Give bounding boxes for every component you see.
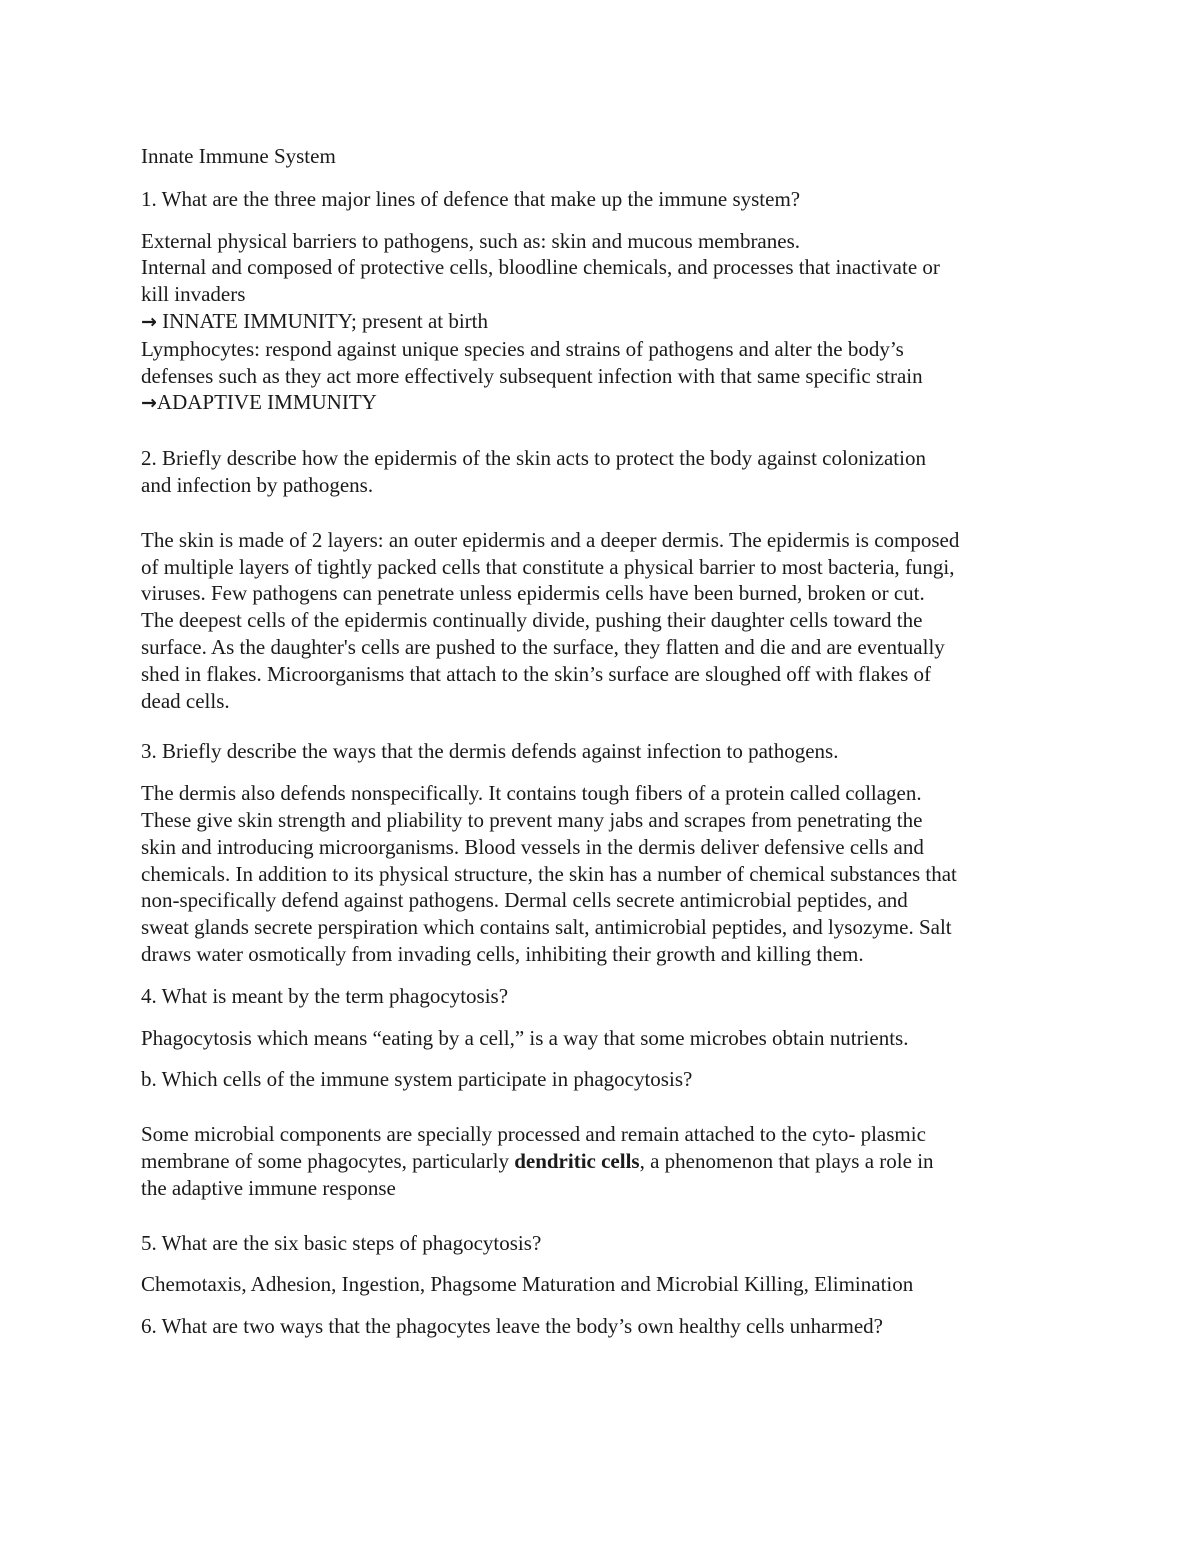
document-title: Innate Immune System	[141, 144, 336, 168]
answer-line: surface. As the daughter's cells are pushed to the surface, they flatten and die and are eventually	[141, 634, 945, 659]
answer-line: viruses. Few pathogens can penetrate unless epidermis cells have been burned, broken or cut.	[141, 581, 925, 606]
answer-line: The skin is made of 2 layers: an outer epidermis and a deeper dermis. The epidermis is composed	[141, 527, 960, 552]
answer-line: draws water osmotically from invading cells, inhibiting their growth and killing them.	[141, 941, 864, 966]
answer-line: the adaptive immune response	[141, 1175, 396, 1200]
answer-line: shed in flakes. Microorganisms that attach to the skin’s surface are sloughed off with flakes of	[141, 661, 932, 686]
answer-line: of multiple layers of tightly packed cells that constitute a physical barrier to most bacteria, fungi,	[141, 554, 955, 579]
answer-5: Chemotaxis, Adhesion, Ingestion, Phagsome Maturation and Microbial Killing, Elimination	[141, 1272, 914, 1297]
answer-1	[141, 228, 1071, 418]
innate-immunity-line	[141, 308, 1071, 336]
answer-line: Internal and composed of protective cells, bloodline chemicals, and processes that inactivate or	[141, 255, 940, 280]
answer-4: Phagocytosis which means “eating by a cell,” is a way that some microbes obtain nutrients.	[141, 1025, 909, 1050]
answer-text: , a phenomenon that plays a role in	[639, 1148, 934, 1173]
answer-line: skin and introducing microorganisms. Blood vessels in the dermis deliver defensive cells and	[141, 834, 924, 859]
question-6: 6. What are two ways that the phagocytes leave the body’s own healthy cells unharmed?	[141, 1314, 883, 1339]
question-1: 1. What are the three major lines of defence that make up the immune system?	[141, 186, 801, 211]
answer-line: The dermis also defends nonspecifically. It contains tough fibers of a protein called collagen.	[141, 781, 922, 806]
answer-line: These give skin strength and pliability to prevent many jabs and scrapes from penetrating the	[141, 807, 923, 832]
question-4: 4. What is meant by the term phagocytosis?	[141, 983, 509, 1008]
adaptive-immunity-line	[141, 389, 1071, 417]
question-5: 5. What are the six basic steps of phagocytosis?	[141, 1230, 542, 1255]
question-3: 3. Briefly describe the ways that the dermis defends against infection to pathogens.	[141, 739, 839, 764]
answer-line: defenses such as they act more effectively subsequent infection with that same specific strain	[141, 363, 923, 388]
document-body	[141, 143, 1071, 1340]
question-4b: b. Which cells of the immune system participate in phagocytosis?	[141, 1067, 693, 1092]
right-arrow-icon: →	[141, 310, 157, 333]
question-line: 2. Briefly describe how the epidermis of the skin acts to protect the body against colonization	[141, 446, 926, 471]
answer-line: dead cells.	[141, 688, 230, 713]
answer-text: membrane of some phagocytes, particularly	[141, 1148, 515, 1173]
answer-3	[141, 780, 1071, 968]
answer-line	[141, 1148, 1071, 1175]
answer-line: External physical barriers to pathogens, such as: skin and mucous membranes.	[141, 228, 800, 253]
right-arrow-icon: →	[141, 392, 157, 415]
dendritic-cells-bold: dendritic cells	[514, 1148, 640, 1173]
answer-2	[141, 527, 1071, 715]
answer-line: kill invaders	[141, 282, 246, 307]
answer-line: Some microbial components are specially processed and remain attached to the cyto- plasmic	[141, 1122, 926, 1147]
answer-line: The deepest cells of the epidermis continually divide, pushing their daughter cells toward the	[141, 608, 923, 633]
answer-line: sweat glands secrete perspiration which contains salt, antimicrobial peptides, and lysozyme. Salt	[141, 915, 952, 940]
adaptive-immunity-text: ADAPTIVE IMMUNITY	[156, 390, 377, 415]
innate-immunity-text: INNATE IMMUNITY; present at birth	[156, 308, 489, 333]
question-2	[141, 445, 1071, 499]
answer-line: chemicals. In addition to its physical structure, the skin has a number of chemical substances that	[141, 861, 957, 886]
question-line: and infection by pathogens.	[141, 472, 374, 497]
answer-4b	[141, 1121, 1071, 1201]
answer-line: non-specifically defend against pathogens. Dermal cells secrete antimicrobial peptides, and	[141, 888, 908, 913]
answer-line: Lymphocytes: respond against unique species and strains of pathogens and alter the body’s	[141, 336, 904, 361]
